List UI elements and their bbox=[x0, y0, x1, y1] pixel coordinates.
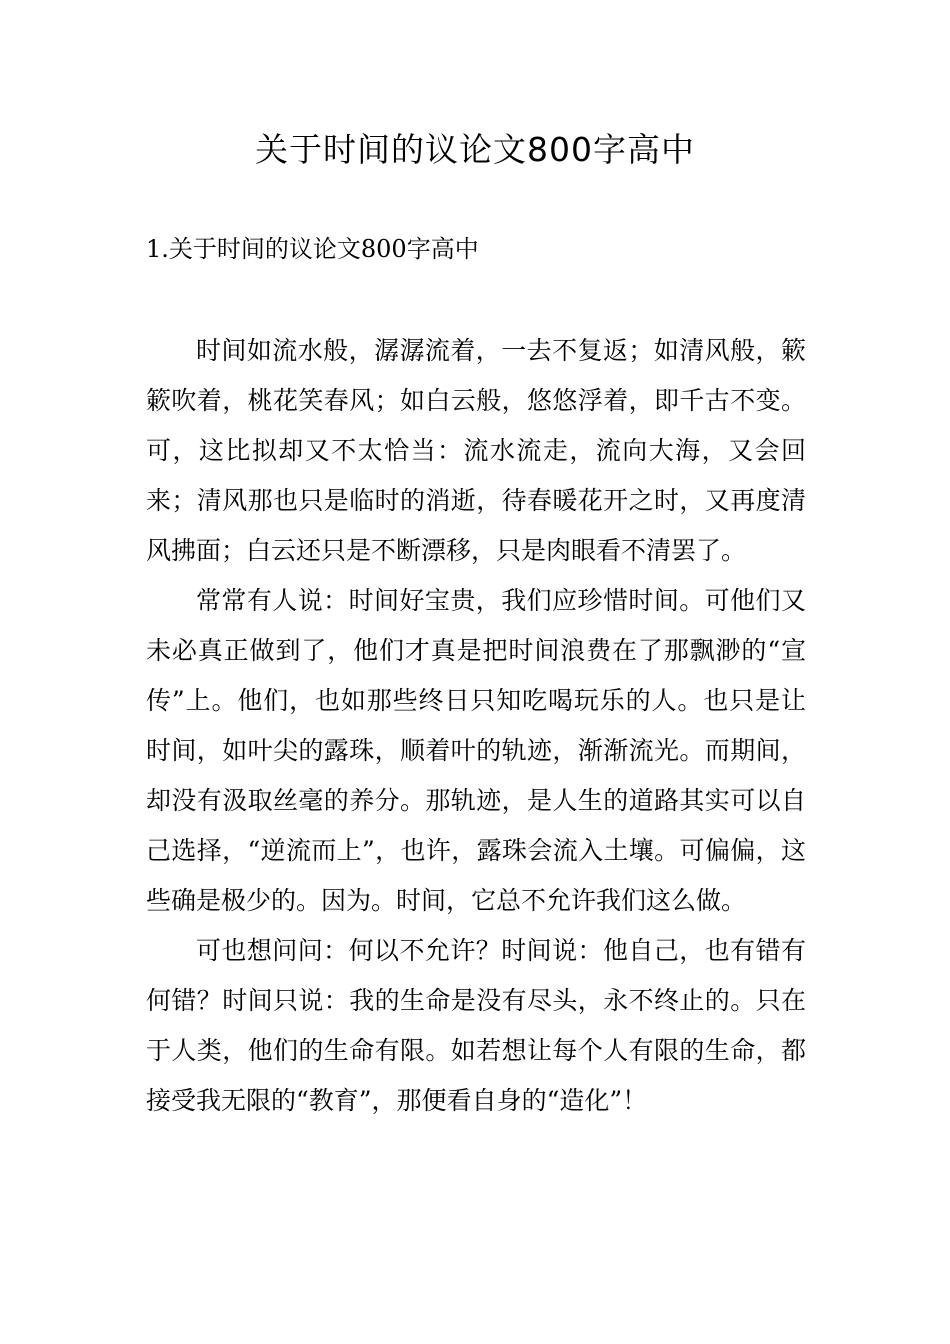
section-heading: 1.关于时间的议论文800字高中 bbox=[146, 235, 479, 263]
paragraph-2: 常常有人说：时间好宝贵，我们应珍惜时间。可他们又未必真正做到了，他们才真是把时间浪费在了那飘渺的“宣传”上。他们，也如那些终日只知吃喝玩乐的人。也只是让时间，如叶尖的露珠，顺着叶的轨迹，渐渐流光。而期间，却没有汲取丝毫的养分。那轨迹，是人生的道路其实可以自己选择，“逆流而上”，也许，露珠会流入土壤。可偏偏，这些确是极少的。因为。时间，它总不允许我们这么做。 bbox=[146, 586, 806, 915]
article-body bbox=[146, 326, 806, 1126]
document-title: 关于时间的议论文800字高中 bbox=[255, 130, 695, 169]
paragraph-3: 可也想问问：何以不允许？时间说：他自己，也有错有何错？时间只说：我的生命是没有尽头，永不终止的。只在于人类，他们的生命有限。如若想让每个人有限的生命，都接受我无限的“教育”，那便看自身的“造化”！ bbox=[146, 936, 806, 1115]
paragraph-1: 时间如流水般，潺潺流着，一去不复返；如清风般，簌簌吹着，桃花笑春风；如白云般，悠悠浮着，即千古不变。可，这比拟却又不太恰当：流水流走，流向大海，又会回来；清风那也只是临时的消逝，待春暖花开之时，又再度清风拂面；白云还只是不断漂移，只是肉眼看不清罢了。 bbox=[146, 336, 806, 565]
